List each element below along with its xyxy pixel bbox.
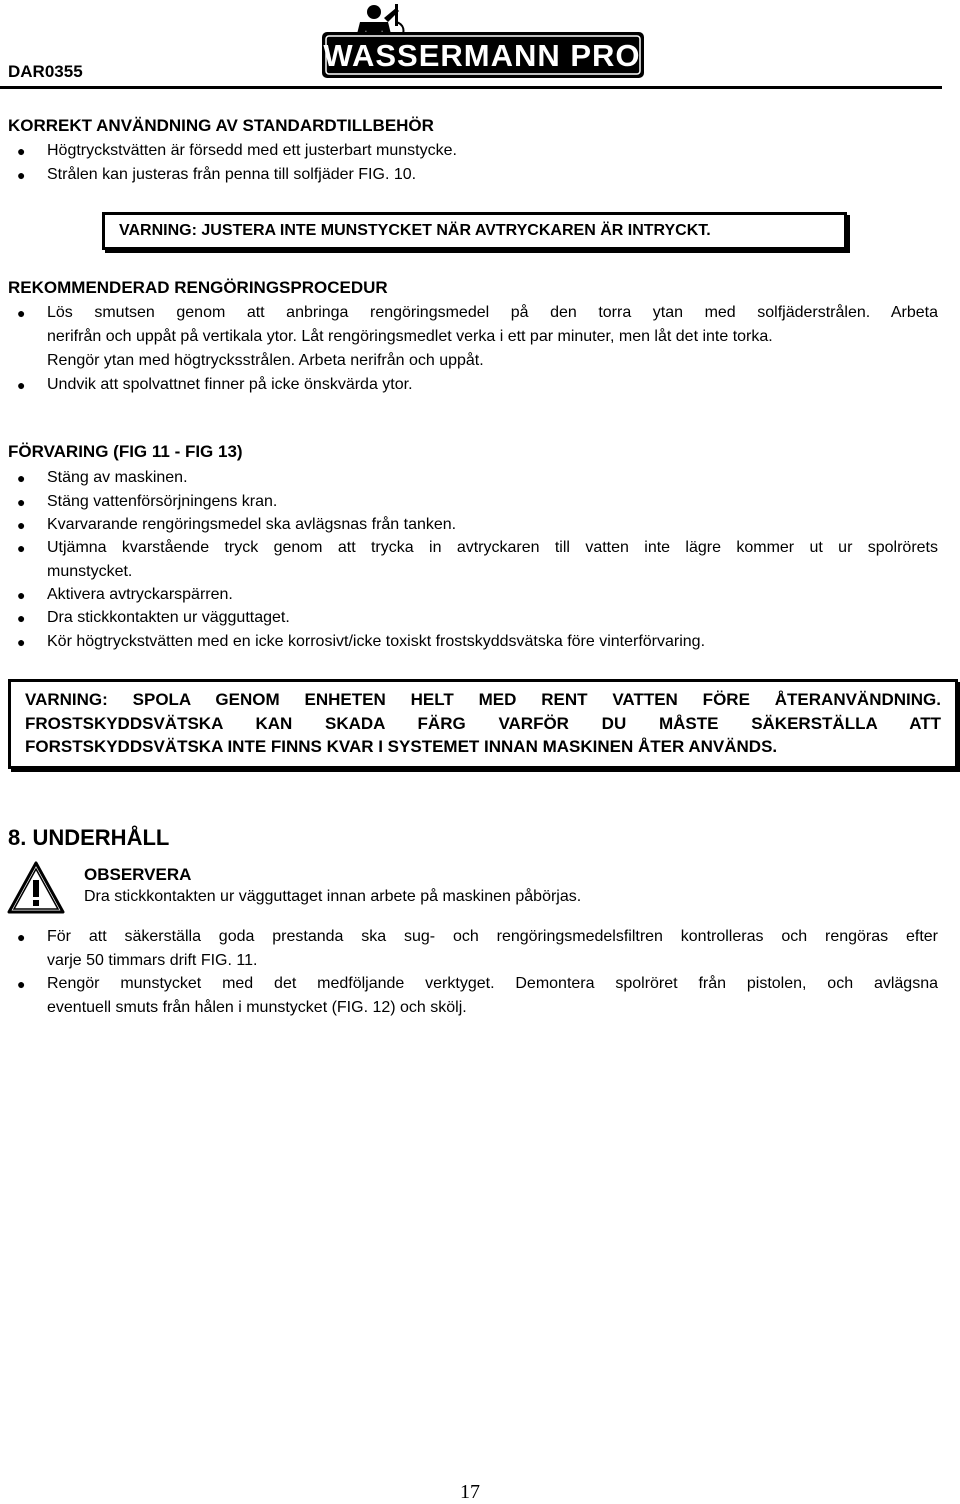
- bullet: ●: [17, 540, 26, 556]
- bullet: ●: [17, 167, 26, 183]
- cleaning-line-2: nerifrån och uppåt på vertikala ytor. Låt rengöringsmedlet verka i ett par minuter, men låt det inte torka.: [47, 328, 773, 345]
- flush-warning-line-1: VARNING: SPOLA GENOM ENHETEN HELT MED RENT VATTEN FÖRE ÅTERANVÄNDNING.: [25, 690, 941, 709]
- cleaning-line-1: Lös smutsen genom att anbringa rengöringsmedel på den torra ytan med solfjäderstrålen. Arbeta: [47, 304, 938, 321]
- document-code: DAR0355: [8, 62, 83, 81]
- cleaning-heading: REKOMMENDERAD RENGÖRINGSPROCEDUR: [8, 278, 388, 297]
- list-item: Kör högtryckstvätten med en icke korrosivt/icke toxiskt frostskyddsvätska före vinterförvaring.: [47, 633, 706, 650]
- bullet: ●: [17, 377, 26, 393]
- storage-line-1: Utjämna kvarstående tryck genom att trycka in avtryckaren till vatten inte lägre kommer ut ur spolrörets: [47, 539, 938, 556]
- cleaning-line-3: Rengör ytan med högtrycksstrålen. Arbeta nerifrån och uppåt.: [47, 352, 484, 369]
- maintenance-line-4: eventuell smuts från hålen i munstycket (FIG. 12) och skölj.: [47, 999, 467, 1016]
- bullet: ●: [17, 143, 26, 159]
- list-item: Kvarvarande rengöringsmedel ska avlägsnas från tanken.: [47, 516, 457, 533]
- bullet: ●: [17, 305, 26, 321]
- notice-text: Dra stickkontakten ur vägguttaget innan arbete på maskinen påbörjas.: [84, 888, 582, 905]
- bullet: ●: [17, 517, 26, 533]
- maintenance-heading: 8. UNDERHÅLL: [8, 825, 170, 850]
- list-item: Högtryckstvätten är försedd med ett justerbart munstycke.: [47, 142, 457, 159]
- list-item: Stäng av maskinen.: [47, 469, 188, 486]
- bullet: ●: [17, 470, 26, 486]
- wassermann-pro-logo: [322, 2, 644, 80]
- storage-heading: FÖRVARING (FIG 11 - FIG 13): [8, 442, 243, 461]
- flush-warning-line-3: FORSTSKYDDSVÄTSKA INTE FINNS KVAR I SYSTEMET INNAN MASKINEN ÅTER ANVÄNDS.: [25, 737, 778, 756]
- bullet: ●: [17, 929, 26, 945]
- bullet: ●: [17, 587, 26, 603]
- maintenance-line-1: För att säkerställa goda prestanda ska sug- och rengöringsmedelsfiltren kontrolleras och rengöras efter: [47, 928, 938, 945]
- page-header: [0, 0, 960, 90]
- list-item: Aktivera avtryckarspärren.: [47, 586, 233, 603]
- list-item: [47, 925, 938, 973]
- maintenance-line-2: varje 50 timmars drift FIG. 11.: [47, 952, 258, 969]
- accessories-heading: KORREKT ANVÄNDNING AV STANDARDTILLBEHÖR: [8, 116, 434, 135]
- bullet: ●: [17, 610, 26, 626]
- list-item: Undvik att spolvattnet finner på icke önskvärda ytor.: [47, 376, 413, 393]
- svg-text:WASSERMANN PRO: WASSERMANN PRO: [323, 38, 641, 73]
- bullet: ●: [17, 494, 26, 510]
- maintenance-line-3: Rengör munstycket med det medföljande verktyget. Demontera spolröret från pistolen, och avlägsna: [47, 975, 938, 992]
- list-item: Stäng vattenförsörjningens kran.: [47, 493, 278, 510]
- list-item: Strålen kan justeras från penna till solfjäder FIG. 10.: [47, 166, 417, 183]
- list-item: [47, 301, 938, 373]
- list-item: [47, 536, 938, 584]
- list-item: [47, 972, 938, 1020]
- header-divider: [0, 86, 942, 89]
- list-item: Dra stickkontakten ur vägguttaget.: [47, 609, 290, 626]
- nozzle-warning-box: [102, 212, 847, 250]
- bullet: ●: [17, 976, 26, 992]
- warning-triangle-icon: [6, 860, 66, 916]
- nozzle-warning-text: VARNING: JUSTERA INTE MUNSTYCKET NÄR AVTRYCKAREN ÄR INTRYCKT.: [119, 222, 711, 239]
- bullet: ●: [17, 634, 26, 650]
- flush-warning-line-2: FROSTSKYDDSVÄTSKA KAN SKADA FÄRG VARFÖR DU MÅSTE SÄKERSTÄLLA ATT: [25, 713, 941, 733]
- notice-title: OBSERVERA: [84, 865, 192, 884]
- flush-warning-box: [8, 679, 958, 769]
- page-number: 17: [460, 1481, 480, 1503]
- storage-line-2: munstycket.: [47, 563, 133, 580]
